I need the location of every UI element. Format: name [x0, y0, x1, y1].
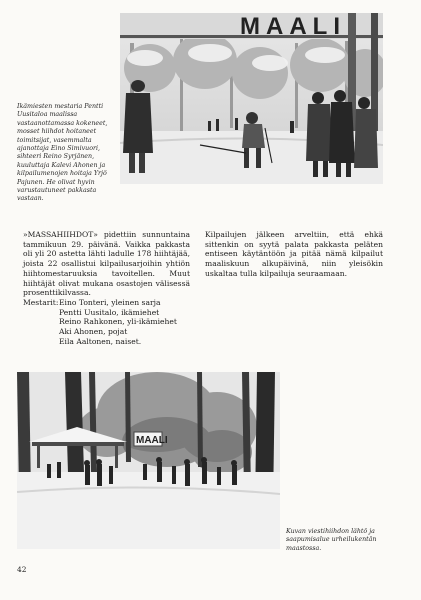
- champions-list: [23, 298, 198, 347]
- photo-caption-top: Ikämiesten mestaria Pentti Uusitaloa maalissa vastaanottamassa kokeneet, mosset hiihdot hoitaneet toimitsijat, vasemmalta ajanottaja Eino Simivuori, sihteeri Reino Syrjänen, kuuluttaja Kalevi Ahonen ja kilpailumenojen hoitaja Yrjö Pajunen. He olivat hyvin varustautuneet pakkasta vastaan.: [17, 103, 108, 203]
- article-right-column: [205, 230, 383, 279]
- champion-row: [23, 327, 198, 337]
- relay-banner-text: MAALI: [136, 435, 168, 446]
- article-paragraph-left: »MASSAHIIHDOT» pidettiin sunnuntaina tammikuun 29. päivänä. Vaikka pakkasta oli yli 20 astetta lähti ladulle 178 hiihtäjää, joista 22 osallistui kilpailusarjoihin yhtiön hiihtomestaruuksia tavoitellen. Muut hiihtäjät olivat mukana osastojen välisessä prosenttikilvassa.: [23, 230, 190, 298]
- photo-finish-line: [120, 13, 383, 184]
- champion-row: [23, 298, 198, 308]
- photo-caption-bottom: Kuvan viestihiihdon lähtö ja saapumisalue urheilukentän maastossa.: [286, 528, 377, 552]
- article-paragraph-right: Kilpailujen jälkeen arveltiin, että ehkä sittenkin on syytä palata pakkasta peläten entiseen käytäntöön ja pitää nämä kilpailut maaliskuun alkupäivinä, niin yleisökin uskaltaa tulla kilpailuja seuraamaan.: [205, 230, 383, 278]
- champion-entry: Pentti Uusitalo, ikämiehet: [59, 307, 160, 317]
- photo-relay-start: [17, 372, 280, 549]
- page-number: 42: [17, 565, 27, 574]
- champion-row: [23, 337, 198, 347]
- champion-entry: Aki Ahonen, pojat: [59, 327, 128, 337]
- champion-entry: Eila Aaltonen, naiset.: [59, 336, 142, 346]
- article-left-column: [23, 230, 190, 298]
- champions-label: Mestarit:: [23, 298, 59, 307]
- champion-row: [23, 308, 198, 318]
- champion-entry: Reino Rahkonen, yli-ikämiehet: [59, 317, 177, 327]
- finish-banner-text: MAALI: [240, 13, 346, 40]
- relay-start-photo-graphic: [17, 372, 280, 549]
- finish-line-photo-graphic: [120, 13, 383, 184]
- champion-entry: Eino Tonteri, yleinen sarja: [59, 298, 161, 307]
- champion-row: [23, 317, 198, 327]
